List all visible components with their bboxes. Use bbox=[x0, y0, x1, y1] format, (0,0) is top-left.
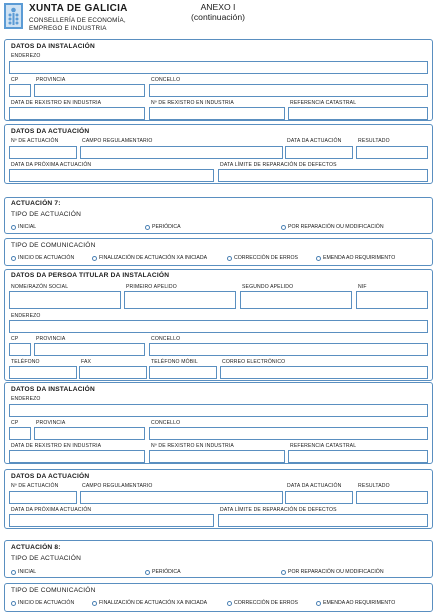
radio-icon[interactable] bbox=[11, 570, 16, 575]
radio-icon[interactable] bbox=[11, 256, 16, 261]
action-number-label: Nº DE ACTUACIÓN bbox=[11, 138, 59, 144]
radio-icon[interactable] bbox=[145, 225, 150, 230]
owner-title: DATOS DA PERSOA TITULAR DA INSTALACIÓN bbox=[11, 272, 170, 279]
option-label: CORRECCIÓN DE ERROS bbox=[234, 600, 298, 606]
cadastral-ref-label-2: REFERENCIA CATASTRAL bbox=[290, 443, 357, 449]
fax-label: FAX bbox=[81, 359, 92, 365]
action-type-initial-option-2[interactable] bbox=[11, 569, 36, 575]
address-label-2: ENDEREZO bbox=[11, 396, 41, 402]
installation-title-2: DATOS DA INSTALACIÓN bbox=[11, 386, 95, 393]
action-type-initial-option[interactable] bbox=[11, 224, 36, 230]
owner-province-label: PROVINCIA bbox=[36, 336, 66, 342]
option-label: PERIÓDICA bbox=[152, 224, 181, 230]
action-number-field[interactable] bbox=[9, 146, 77, 159]
repair-deadline-field-2[interactable] bbox=[218, 514, 428, 527]
province-field-2[interactable] bbox=[34, 427, 145, 440]
repair-deadline-field[interactable] bbox=[218, 169, 428, 182]
province-label-2: PROVINCIA bbox=[36, 420, 66, 426]
annex-subtitle: (continuación) bbox=[191, 12, 245, 22]
owner-municipality-field[interactable] bbox=[149, 343, 428, 356]
owner-address-field[interactable] bbox=[9, 320, 428, 333]
radio-icon[interactable] bbox=[92, 256, 97, 261]
phone-field[interactable] bbox=[9, 366, 77, 379]
next-action-date-field[interactable] bbox=[9, 169, 214, 182]
action-date-field[interactable] bbox=[285, 146, 353, 159]
name-field[interactable] bbox=[9, 291, 121, 309]
first-surname-field[interactable] bbox=[124, 291, 236, 309]
action-type-repair-option[interactable] bbox=[281, 224, 384, 230]
annex-title: ANEXO I bbox=[200, 2, 236, 12]
result-label-2: RESULTADO bbox=[358, 483, 390, 489]
cadastral-ref-field[interactable] bbox=[288, 107, 428, 120]
cadastral-ref-field-2[interactable] bbox=[288, 450, 428, 463]
fax-field[interactable] bbox=[79, 366, 147, 379]
municipality-label-2: CONCELLO bbox=[151, 420, 181, 426]
mobile-field[interactable] bbox=[149, 366, 217, 379]
address-label: ENDEREZO bbox=[11, 53, 41, 59]
phone-label: TELÉFONO bbox=[11, 359, 40, 365]
registry-date-label-2: DATA DE REXISTRO EN INDUSTRIA bbox=[11, 443, 102, 449]
option-label: FINALIZACIÓN DE ACTUACIÓN XA INICIADA bbox=[99, 255, 208, 261]
regulatory-field-field[interactable] bbox=[80, 146, 283, 159]
action-type-title: TIPO DE ACTUACIÓN bbox=[11, 211, 82, 218]
option-label: POR REPARACIÓN OU MODIFICACIÓN bbox=[288, 569, 384, 575]
radio-icon[interactable] bbox=[316, 256, 321, 261]
email-label: CORREO ELECTRÓNICO bbox=[222, 359, 286, 365]
next-action-date-label-2: DATA DA PRÓXIMA ACTUACIÓN bbox=[11, 507, 92, 513]
action-8-title: ACTUACIÓN 8: bbox=[11, 544, 61, 551]
postal-code-label-2: CP bbox=[11, 420, 19, 426]
radio-icon[interactable] bbox=[227, 601, 232, 606]
radio-icon[interactable] bbox=[92, 601, 97, 606]
action-title: DATOS DA ACTUACIÓN bbox=[11, 128, 90, 135]
regulatory-field-field-2[interactable] bbox=[80, 491, 283, 504]
action-date-field-2[interactable] bbox=[285, 491, 353, 504]
province-field[interactable] bbox=[34, 84, 145, 97]
radio-icon[interactable] bbox=[281, 570, 286, 575]
comm-start-option[interactable] bbox=[11, 255, 74, 261]
registry-date-field[interactable] bbox=[9, 107, 145, 120]
action-number-field-2[interactable] bbox=[9, 491, 77, 504]
nif-label: NIF bbox=[358, 284, 367, 290]
first-surname-label: PRIMEIRO APELIDO bbox=[126, 284, 177, 290]
registry-date-field-2[interactable] bbox=[9, 450, 145, 463]
province-label: PROVINCIA bbox=[36, 77, 66, 83]
result-field-2[interactable] bbox=[356, 491, 428, 504]
municipality-field[interactable] bbox=[149, 84, 428, 97]
postal-code-field[interactable] bbox=[9, 84, 31, 97]
option-label: EMENDA AO REQUIRIMENTO bbox=[323, 255, 396, 261]
action-type-title-2: TIPO DE ACTUACIÓN bbox=[11, 555, 82, 562]
registry-number-field-2[interactable] bbox=[149, 450, 285, 463]
logo-subtitle-1: CONSELLERÍA DE ECONOMÍA, bbox=[29, 17, 126, 24]
mobile-label: TELÉFONO MÓBIL bbox=[151, 359, 198, 365]
next-action-date-field-2[interactable] bbox=[9, 514, 214, 527]
comm-correction-option[interactable] bbox=[227, 255, 298, 261]
radio-icon[interactable] bbox=[227, 256, 232, 261]
next-action-date-label: DATA DA PRÓXIMA ACTUACIÓN bbox=[11, 162, 92, 168]
owner-municipality-label: CONCELLO bbox=[151, 336, 181, 342]
option-label: POR REPARACIÓN OU MODIFICACIÓN bbox=[288, 224, 384, 230]
option-label: EMENDA AO REQUIRIMENTO bbox=[323, 600, 396, 606]
option-label: INICIAL bbox=[18, 569, 37, 575]
communication-type-title: TIPO DE COMUNICACIÓN bbox=[11, 242, 96, 249]
registry-number-label: Nº DE REXISTRO EN INDUSTRIA bbox=[151, 100, 234, 106]
municipality-label: CONCELLO bbox=[151, 77, 181, 83]
registry-number-field[interactable] bbox=[149, 107, 285, 120]
communication-type-title-2: TIPO DE COMUNICACIÓN bbox=[11, 587, 96, 594]
action-date-label-2: DATA DA ACTUACIÓN bbox=[287, 483, 342, 489]
radio-icon[interactable] bbox=[11, 225, 16, 230]
radio-icon[interactable] bbox=[145, 570, 150, 575]
regulatory-field-label-2: CAMPO REGULAMENTARIO bbox=[82, 483, 153, 489]
radio-icon[interactable] bbox=[316, 601, 321, 606]
comm-finalization-option-2[interactable] bbox=[92, 600, 207, 606]
owner-postal-code-field[interactable] bbox=[9, 343, 31, 356]
option-label: INICIAL bbox=[18, 224, 37, 230]
comm-correction-option-2[interactable] bbox=[227, 600, 298, 606]
result-field[interactable] bbox=[356, 146, 428, 159]
address-field[interactable] bbox=[9, 61, 428, 74]
repair-deadline-label-2: DATA LÍMITE DE REPARACIÓN DE DEFECTOS bbox=[220, 507, 337, 513]
municipality-field-2[interactable] bbox=[149, 427, 428, 440]
action-type-repair-option-2[interactable] bbox=[281, 569, 384, 575]
repair-deadline-label: DATA LÍMITE DE REPARACIÓN DE DEFECTOS bbox=[220, 162, 337, 168]
second-surname-field[interactable] bbox=[240, 291, 352, 309]
result-label: RESULTADO bbox=[358, 138, 390, 144]
action-type-periodic-option-2[interactable] bbox=[145, 569, 181, 575]
option-label: INICIO DE ACTUACIÓN bbox=[18, 255, 75, 261]
option-label: FINALIZACIÓN DE ACTUACIÓN XA INICIADA bbox=[99, 600, 208, 606]
comm-amendment-option[interactable] bbox=[316, 255, 395, 261]
action-7-title: ACTUACIÓN 7: bbox=[11, 200, 61, 207]
logo-title: XUNTA DE GALICIA bbox=[29, 3, 128, 14]
second-surname-label: SEGUNDO APELIDO bbox=[242, 284, 294, 290]
installation-title: DATOS DA INSTALACIÓN bbox=[11, 43, 95, 50]
registry-date-label: DATA DE REXISTRO EN INDUSTRIA bbox=[11, 100, 102, 106]
owner-address-label: ENDEREZO bbox=[11, 313, 41, 319]
option-label: CORRECCIÓN DE ERROS bbox=[234, 255, 298, 261]
owner-province-field[interactable] bbox=[34, 343, 145, 356]
postal-code-field-2[interactable] bbox=[9, 427, 31, 440]
action-title-2: DATOS DA ACTUACIÓN bbox=[11, 473, 90, 480]
name-label: NOME/RAZÓN SOCIAL bbox=[11, 284, 69, 290]
xunta-shield-icon bbox=[4, 3, 23, 29]
action-date-label: DATA DA ACTUACIÓN bbox=[287, 138, 342, 144]
registry-number-label-2: Nº DE REXISTRO EN INDUSTRIA bbox=[151, 443, 234, 449]
action-number-label-2: Nº DE ACTUACIÓN bbox=[11, 483, 59, 489]
radio-icon[interactable] bbox=[281, 225, 286, 230]
postal-code-label: CP bbox=[11, 77, 19, 83]
radio-icon[interactable] bbox=[11, 601, 16, 606]
cadastral-ref-label: REFERENCIA CATASTRAL bbox=[290, 100, 357, 106]
logo-subtitle-2: EMPREGO E INDUSTRIA bbox=[29, 25, 107, 32]
nif-field[interactable] bbox=[356, 291, 428, 309]
option-label: PERIÓDICA bbox=[152, 569, 181, 575]
action-type-periodic-option[interactable] bbox=[145, 224, 181, 230]
comm-amendment-option-2[interactable] bbox=[316, 600, 395, 606]
comm-start-option-2[interactable] bbox=[11, 600, 74, 606]
address-field-2[interactable] bbox=[9, 404, 428, 417]
owner-postal-code-label: CP bbox=[11, 336, 19, 342]
regulatory-field-label: CAMPO REGULAMENTARIO bbox=[82, 138, 153, 144]
email-field[interactable] bbox=[220, 366, 428, 379]
option-label: INICIO DE ACTUACIÓN bbox=[18, 600, 75, 606]
comm-finalization-option[interactable] bbox=[92, 255, 207, 261]
